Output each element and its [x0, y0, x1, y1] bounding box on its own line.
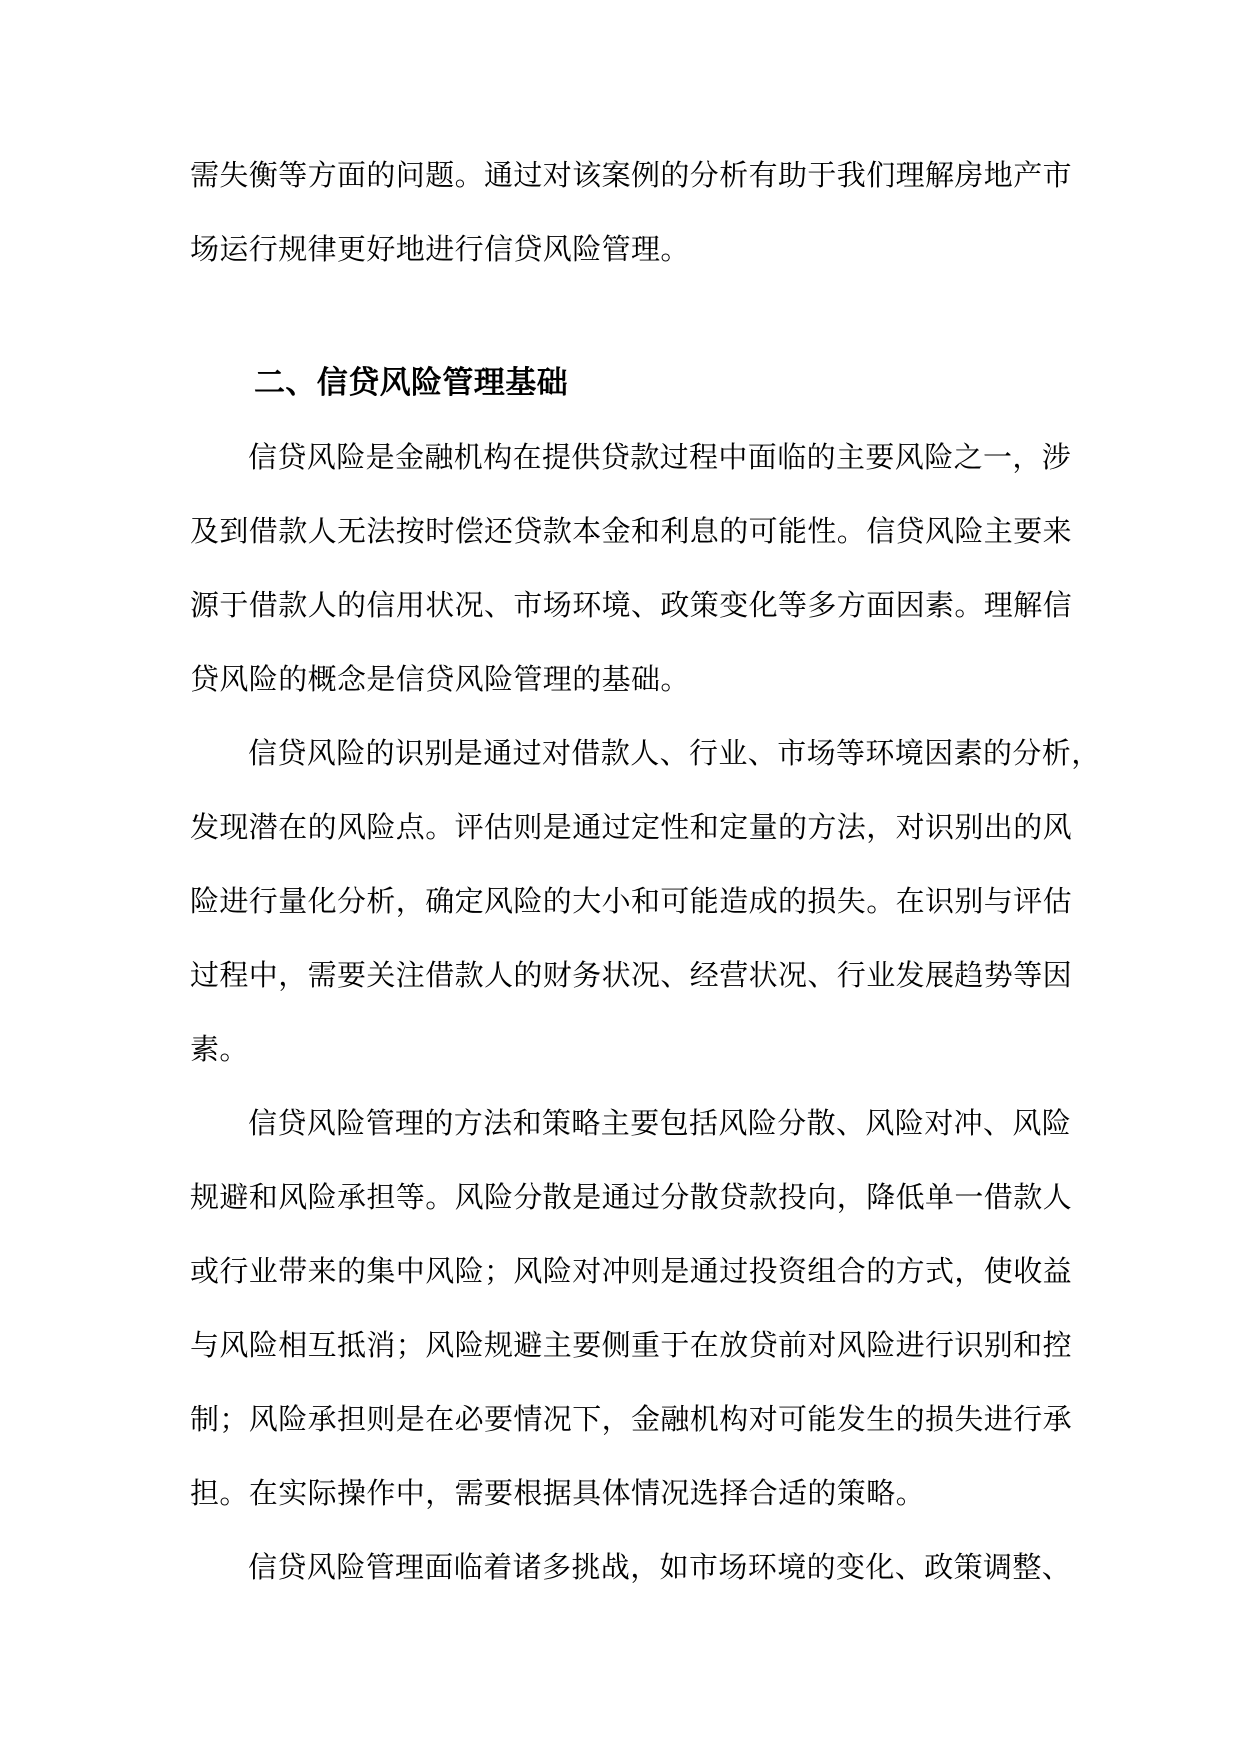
paragraph-line: 发现潜在的风险点。评估则是通过定性和定量的方法，对识别出的风: [190, 810, 1073, 844]
paragraph-line: 及到借款人无法按时偿还贷款本金和利息的可能性。信贷风险主要来: [190, 514, 1073, 548]
paragraph-line: 过程中，需要关注借款人的财务状况、经营状况、行业发展趋势等因: [190, 958, 1073, 992]
paragraph-line: 制；风险承担则是在必要情况下，金融机构对可能发生的损失进行承: [190, 1402, 1073, 1436]
paragraph-credit-risk-definition: [190, 420, 1073, 716]
paragraph-line: 贷风险的概念是信贷风险管理的基础。: [190, 662, 690, 696]
paragraph-line: 信贷风险管理的方法和策略主要包括风险分散、风险对冲、风险: [248, 1106, 1072, 1140]
paragraph-risk-identification: [190, 716, 1101, 1086]
paragraph-line: 源于借款人的信用状况、市场环境、政策变化等多方面因素。理解信: [190, 588, 1073, 622]
section-heading: 二、信贷风险管理基础: [254, 365, 568, 401]
intro-paragraph: [190, 138, 1073, 286]
paragraph-risk-strategies: [190, 1086, 1073, 1530]
paragraph-line: 险进行量化分析，确定风险的大小和可能造成的损失。在识别与评估: [190, 884, 1073, 918]
paragraph-risk-challenges: [190, 1530, 1070, 1604]
paragraph-line: 或行业带来的集中风险；风险对冲则是通过投资组合的方式，使收益: [190, 1254, 1073, 1288]
paragraph-line: 规避和风险承担等。风险分散是通过分散贷款投向，降低单一借款人: [190, 1180, 1073, 1214]
paragraph-line: 担。在实际操作中，需要根据具体情况选择合适的策略。: [190, 1476, 926, 1510]
paragraph-line: 素。: [190, 1032, 249, 1066]
paragraph-line: 场运行规律更好地进行信贷风险管理。: [190, 232, 690, 266]
paragraph-line: 需失衡等方面的问题。通过对该案例的分析有助于我们理解房地产市: [190, 158, 1073, 192]
document-body: [190, 138, 1101, 1604]
paragraph-line: 信贷风险管理面临着诸多挑战，如市场环境的变化、政策调整、: [248, 1550, 1072, 1584]
paragraph-line: 信贷风险的识别是通过对借款人、行业、市场等环境因素的分析，: [248, 736, 1101, 770]
paragraph-line: 与风险相互抵消；风险规避主要侧重于在放贷前对风险进行识别和控: [190, 1328, 1073, 1362]
paragraph-line: 信贷风险是金融机构在提供贷款过程中面临的主要风险之一，涉: [248, 440, 1072, 474]
